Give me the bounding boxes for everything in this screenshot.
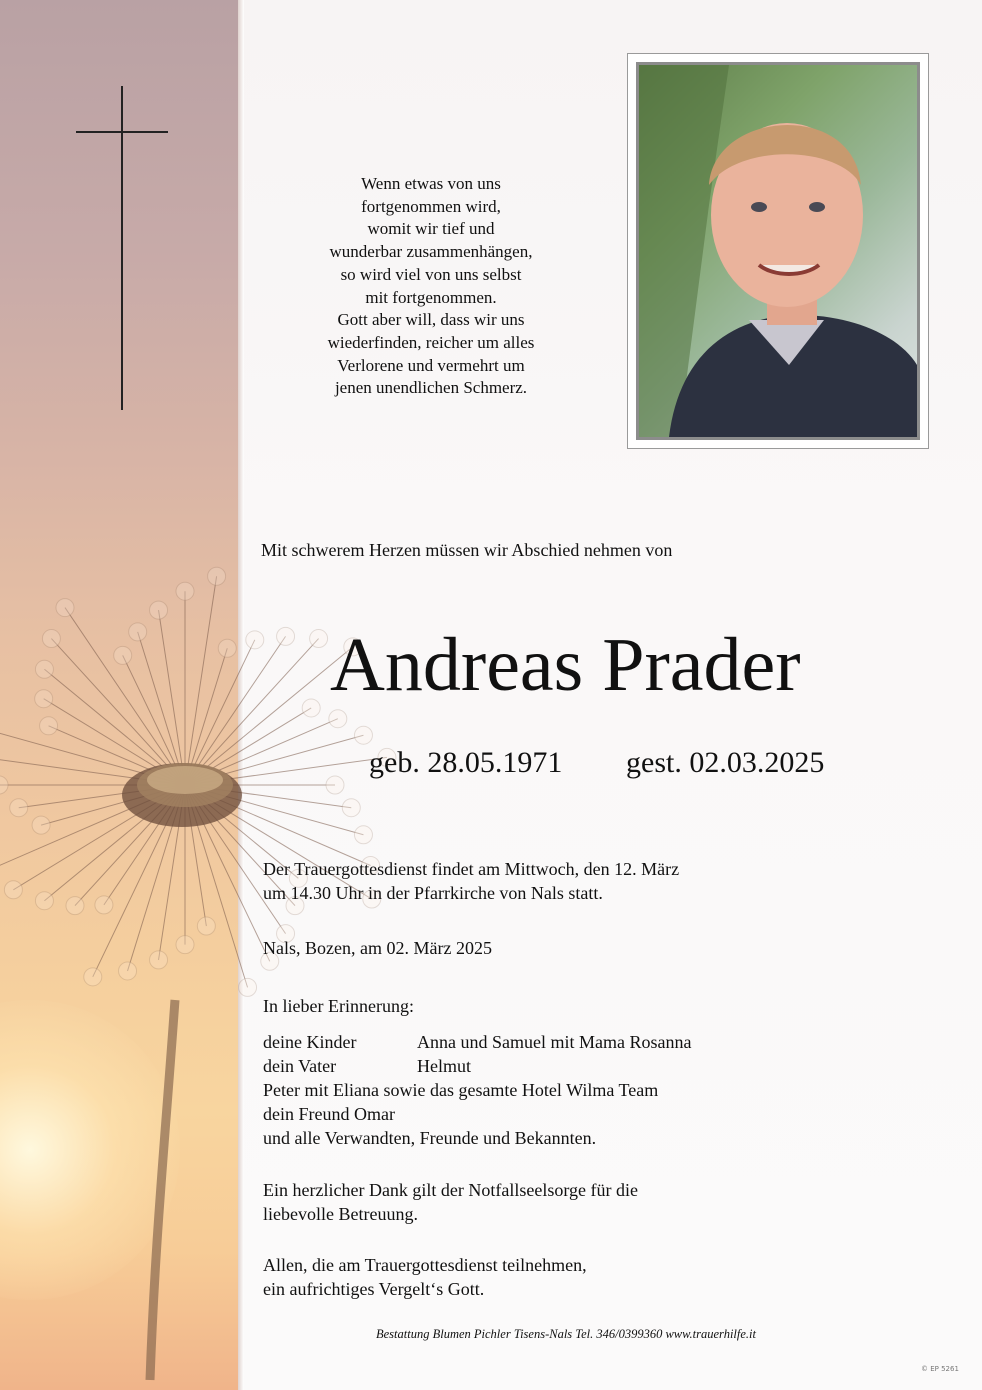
service-info — [263, 857, 679, 905]
relative-relation: dein Vater — [263, 1056, 337, 1076]
quote-line: jenen unendlichen Schmerz. — [334, 378, 528, 398]
deceased-name: Andreas Prader — [330, 623, 801, 707]
relative-relation: deine Kinder — [263, 1032, 357, 1052]
quote-line: Verlorene und vermehrt um — [337, 355, 525, 375]
portrait-photo — [636, 62, 920, 440]
quote-line: wunderbar zusammenhängen, — [329, 242, 533, 262]
relatives-list — [263, 1030, 691, 1150]
place-date — [263, 936, 492, 960]
closing-line: ein aufrichtiges Vergelt‘s Gott. — [263, 1279, 485, 1299]
relative-names: Helmut — [417, 1056, 471, 1076]
relative-names: dein Freund Omar — [263, 1104, 395, 1124]
quote-line: womit wir tief und — [367, 219, 495, 239]
thanks-line: Ein herzlicher Dank gilt der Notfallseelsorge für die — [263, 1180, 639, 1200]
funeral-home-footer: Bestattung Blumen Pichler Tisens-Nals Tel. 346/0399360 www.trauerhilfe.it — [376, 1327, 756, 1341]
cross-icon — [76, 86, 168, 410]
document-code: © EP 5261 — [921, 1365, 959, 1373]
portrait-illustration — [639, 65, 917, 437]
relative-names: Anna und Samuel mit Mama Rosanna — [417, 1032, 692, 1052]
relative-row — [263, 1126, 691, 1150]
memory-heading — [263, 994, 414, 1018]
quote-line: Gott aber will, dass wir uns — [337, 310, 525, 330]
death-date: gest. 02.03.2025 — [626, 746, 825, 779]
dandelion-illustration — [0, 440, 520, 1390]
thanks-line: liebevolle Betreuung. — [263, 1204, 418, 1224]
farewell-intro: Mit schwerem Herzen müssen wir Abschied nehmen von — [261, 540, 673, 560]
relative-row — [263, 1078, 691, 1102]
service-line: um 14.30 Uhr in der Pfarrkirche von Nals statt. — [263, 883, 603, 903]
portrait-frame — [627, 53, 929, 449]
thanks-note — [263, 1178, 638, 1226]
quote-line: mit fortgenommen. — [365, 287, 497, 307]
place-date-text: Nals, Bozen, am 02. März 2025 — [263, 938, 492, 958]
relative-row — [263, 1054, 691, 1078]
quote-line: Wenn etwas von uns — [361, 174, 501, 193]
memorial-quote — [300, 173, 562, 400]
memory-heading-text: In lieber Erinnerung: — [263, 996, 414, 1016]
relative-names: Peter mit Eliana sowie das gesamte Hotel Wilma Team — [263, 1080, 659, 1100]
relative-row — [263, 1102, 691, 1126]
quote-line: fortgenommen wird, — [361, 196, 501, 216]
service-line: Der Trauergottesdienst findet am Mittwoch, den 12. März — [263, 859, 680, 879]
birth-date: geb. 28.05.1971 — [369, 746, 563, 779]
closing-note — [263, 1253, 587, 1301]
relative-names: und alle Verwandten, Freunde und Bekannten. — [263, 1128, 597, 1148]
quote-line: so wird viel von uns selbst — [340, 264, 522, 284]
closing-line: Allen, die am Trauergottesdienst teilnehmen, — [263, 1255, 587, 1275]
quote-line: wiederfinden, reicher um alles — [327, 332, 535, 352]
relative-row — [263, 1030, 691, 1054]
